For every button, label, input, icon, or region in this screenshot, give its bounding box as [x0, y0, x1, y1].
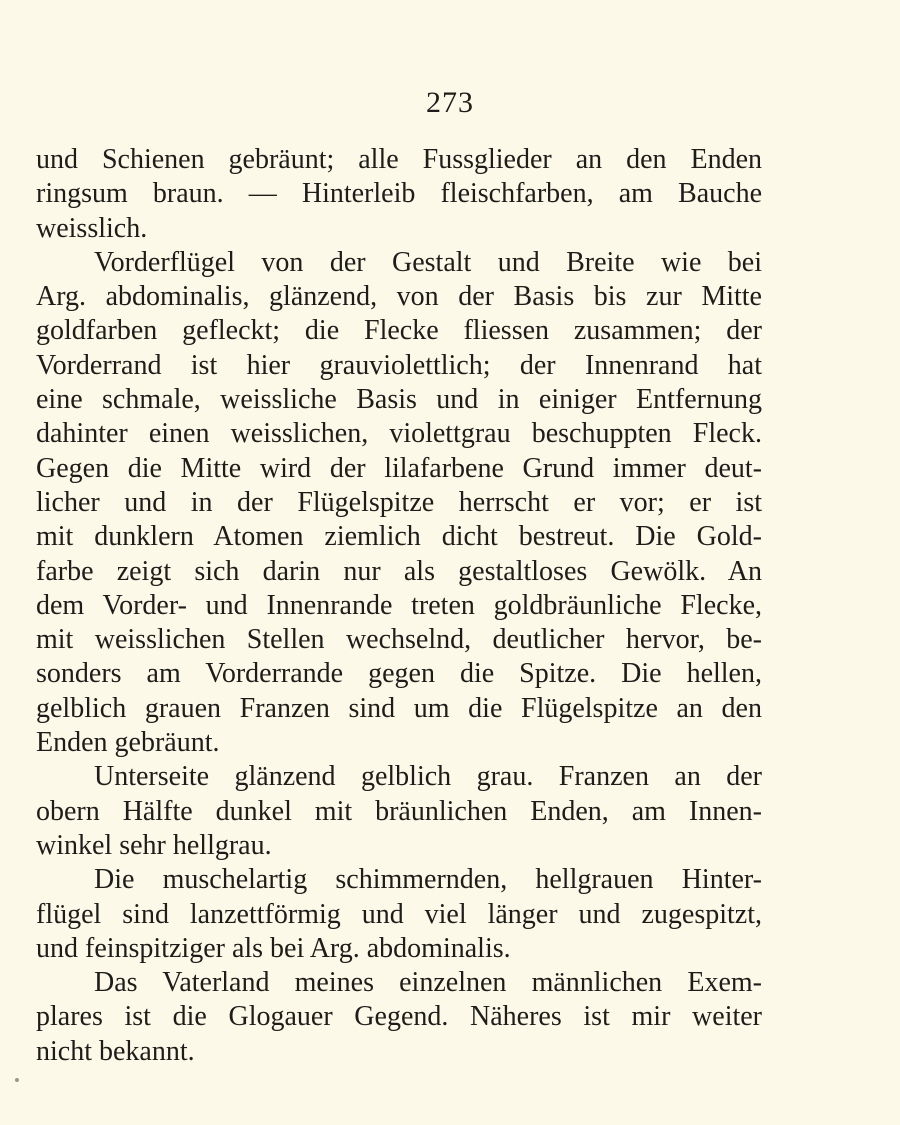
text-line: ringsum braun. — Hinterleib fleischfarben, am Bauche — [36, 178, 762, 210]
text-line: Vorderrand ist hier grauviolettlich; der Innenrand hat — [36, 349, 762, 381]
text-line: eine schmale, weissliche Basis und in einiger Entfernung — [36, 384, 762, 416]
text-line: Gegen die Mitte wird der lilafarbene Grund immer deut- — [36, 452, 762, 484]
text-line: licher und in der Flügelspitze herrscht er vor; er ist — [36, 486, 762, 518]
text-line: obern Hälfte dunkel mit bräunlichen Enden, am Innen- — [36, 795, 762, 827]
text-line: mit dunklern Atomen ziemlich dicht bestreut. Die Gold- — [36, 521, 762, 553]
text-line: dahinter einen weisslichen, violettgrau beschuppten Fleck. — [36, 418, 762, 450]
text-line: gelblich grauen Franzen sind um die Flügelspitze an den — [36, 692, 762, 724]
text-line: und feinspitziger als bei Arg. abdominalis. — [36, 932, 511, 964]
text-line: dem Vorder- und Innenrande treten goldbräunliche Flecke, — [36, 589, 762, 621]
text-line: goldfarben gefleckt; die Flecke fliessen zusammen; der — [36, 315, 762, 347]
body-text — [36, 143, 762, 1069]
text-line: plares ist die Glogauer Gegend. Näheres ist mir weiter — [36, 1001, 762, 1033]
text-line: nicht bekannt. — [36, 1035, 195, 1067]
paper-speck — [15, 1078, 19, 1082]
text-line: farbe zeigt sich darin nur als gestaltloses Gewölk. An — [36, 555, 762, 587]
text-line: und Schienen gebräunt; alle Fussglieder an den Enden — [36, 144, 762, 175]
text-line: mit weisslichen Stellen wechselnd, deutlicher hervor, be- — [36, 624, 762, 656]
text-line: Enden gebräunt. — [36, 727, 220, 759]
text-line: weisslich. — [36, 212, 148, 244]
text-line: sonders am Vorderrande gegen die Spitze. Die hellen, — [36, 658, 762, 690]
text-line: winkel sehr hellgrau. — [36, 829, 272, 861]
text-line: Vorderflügel von der Gestalt und Breite wie bei — [94, 246, 762, 278]
text-line: Das Vaterland meines einzelnen männlichen Exem- — [94, 967, 762, 999]
text-line: flügel sind lanzettförmig und viel länger und zugespitzt, — [36, 898, 762, 930]
text-line: Arg. abdominalis, glänzend, von der Basis bis zur Mitte — [36, 281, 762, 313]
text-line: Unterseite glänzend gelblich grau. Franzen an der — [94, 761, 762, 793]
text-line: Die muschelartig schimmernden, hellgrauen Hinter- — [94, 864, 762, 896]
page-number: 273 — [426, 86, 474, 119]
